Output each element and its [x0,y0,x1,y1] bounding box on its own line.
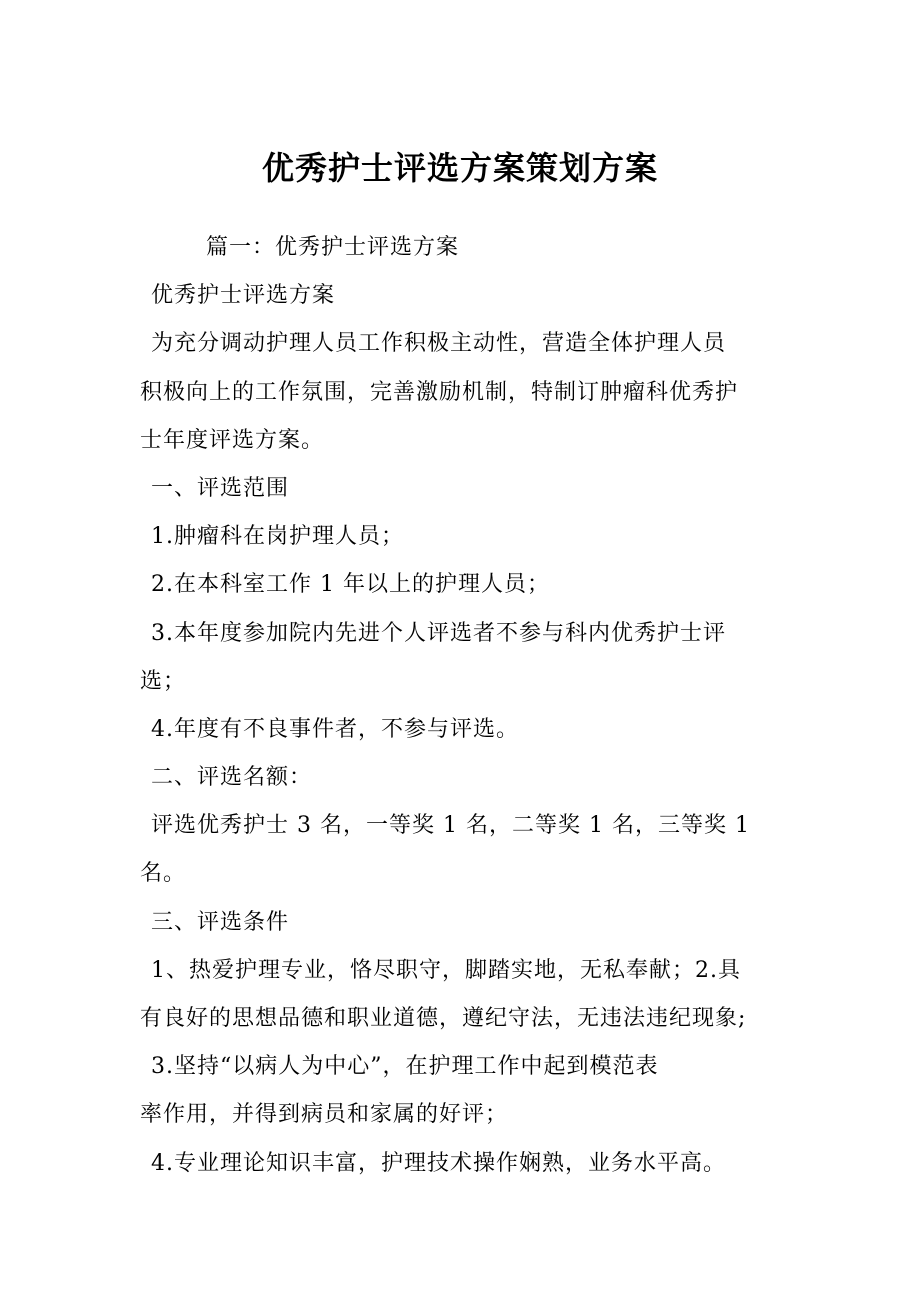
paragraph-line: 评选优秀护士 3 名，一等奖 1 名，二等奖 1 名，三等奖 1 [151,813,750,839]
document-title: 优秀护士评选方案策划方案 [261,149,658,187]
section-heading: 三、评选条件 [151,909,290,935]
list-item: 1、热爱护理专业，恪尽职守，脚踏实地，无私奉献；2.具 [151,957,741,983]
list-item-continuation: 选； [140,668,187,694]
paragraph-line: 士年度评选方案。 [140,427,325,453]
paragraph-line: 为充分调动护理人员工作积极主动性，营造全体护理人员 [151,331,727,357]
list-item: 2.在本科室工作 1 年以上的护理人员； [151,572,550,598]
list-item: 1.肿瘤科在岗护理人员； [151,524,404,550]
list-item: 3.本年度参加院内先进个人评选者不参与科内优秀护士评 [151,620,726,646]
list-item: 3.坚持“以病人为中心”，在护理工作中起到模范表 [151,1054,659,1080]
list-item-continuation: 率作用，并得到病员和家属的好评； [140,1102,509,1128]
paragraph-line: 积极向上的工作氛围，完善激励机制，特制订肿瘤科优秀护 [140,379,739,405]
subtitle-line: 优秀护士评选方案 [151,283,336,309]
list-item: 4.年度有不良事件者，不参与评选。 [151,716,519,742]
list-item-continuation: 有良好的思想品德和职业道德，遵纪守法，无违法违纪现象; [140,1006,747,1031]
section-heading: 篇一：优秀护士评选方案 [206,235,460,260]
section-heading: 一、评选范围 [151,475,290,501]
list-item: 4.专业理论知识丰富，护理技术操作娴熟，业务水平高。 [151,1150,726,1176]
section-heading: 二、评选名额： [151,765,313,791]
document-body [140,224,780,1188]
paragraph-line: 名。 [140,861,187,887]
